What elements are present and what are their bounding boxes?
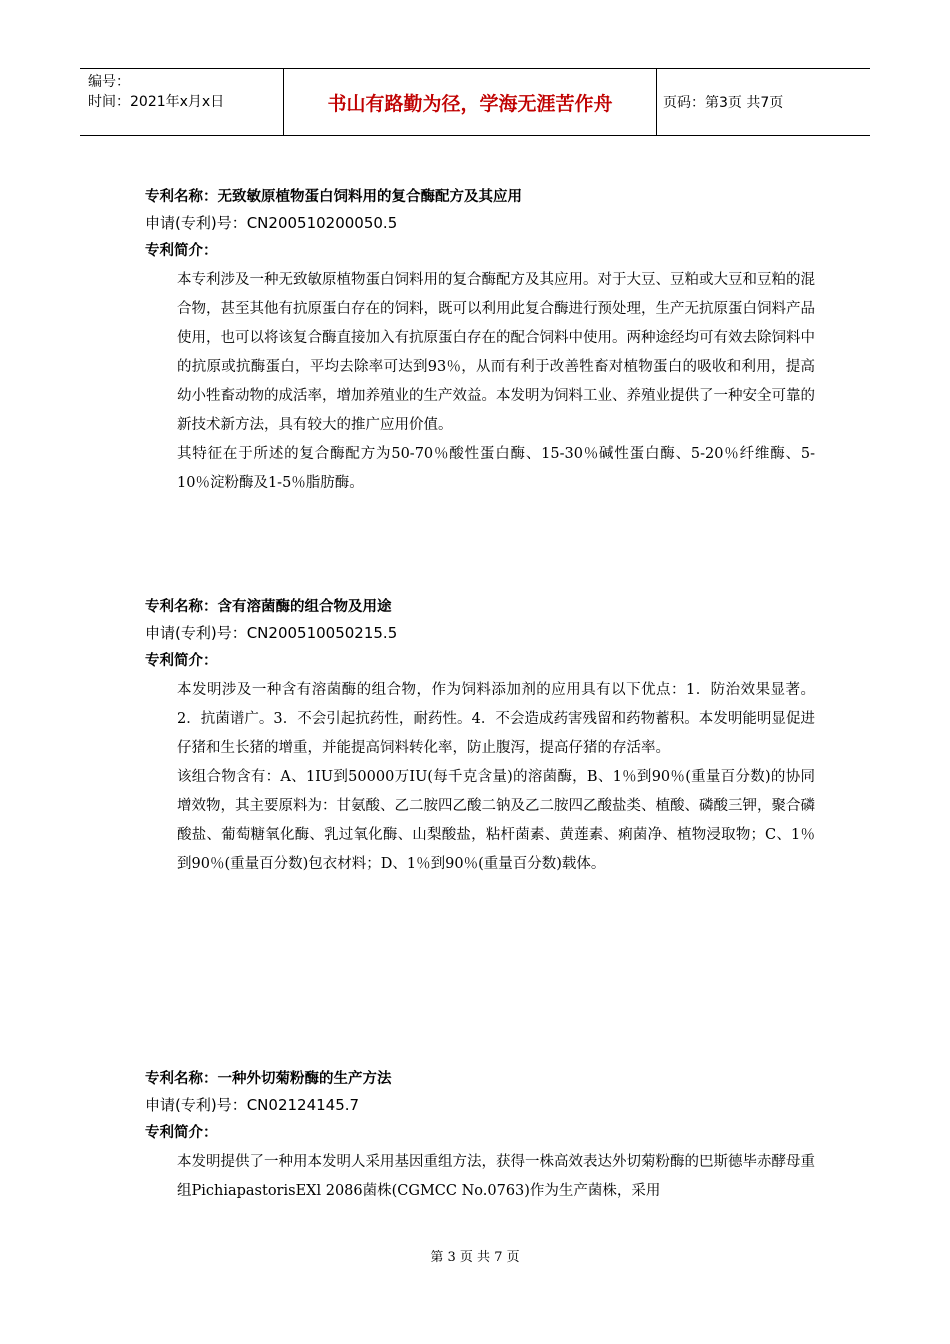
patent-summary-paragraph: 本发明涉及一种含有溶菌酶的组合物，作为饲料添加剂的应用具有以下优点：1．防治效果显著。2．抗菌谱广。3．不会引起抗药性，耐药性。4．不会造成药害残留和药物蓄积。本发明能明显促进仔猪和生长猪的增重，并能提高饲料转化率，防止腹泻，提高仔猪的存活率。 bbox=[177, 682, 815, 756]
patent-summary-paragraph: 其特征在于所述的复合酶配方为50-70％酸性蛋白酶、15-30％碱性蛋白酶、5-20％纤维酶、5-10％淀粉酶及1-5％脂肪酶。 bbox=[177, 446, 815, 491]
header-meta bbox=[80, 69, 283, 135]
header-motto: 书山有路勤为径，学海无涯苦作舟 bbox=[283, 69, 657, 135]
patent-title: 专利名称：含有溶菌酶的组合物及用途 bbox=[145, 599, 392, 615]
number-label: 编号： bbox=[88, 74, 130, 90]
patent-entry bbox=[145, 1068, 815, 1206]
patent-application-number: 申请(专利)号：CN200510200050.5 bbox=[145, 214, 398, 232]
page-footer: 第 3 页 共 7 页 bbox=[430, 1250, 520, 1265]
patent-application-number: 申请(专利)号：CN02124145.7 bbox=[145, 1096, 360, 1114]
patent-summary-paragraph: 该组合物含有：A、1IU到50000万IU(每千克含量)的溶菌酶，B、1％到90％(重量百分数)的协同增效物，其主要原料为：甘氨酸、乙二胺四乙酸二钠及乙二胺四乙酸盐类、植酸、磷酸三钾，聚合磷酸盐、葡萄糖氧化酶、乳过氧化酶、山梨酸盐，粘杆菌素、黄莲素、痢菌净、植物浸取物；C、1％到90％(重量百分数)包衣材料；D、1％到90％(重量百分数)载体。 bbox=[177, 769, 815, 872]
patent-title: 专利名称：无致敏原植物蛋白饲料用的复合酶配方及其应用 bbox=[145, 189, 522, 205]
patent-summary-label: 专利简介： bbox=[145, 1125, 218, 1141]
date-label: 时间：2021年x月x日 bbox=[88, 94, 225, 110]
patent-summary-label: 专利简介： bbox=[145, 653, 218, 669]
page-header bbox=[80, 68, 870, 136]
patent-entry bbox=[145, 186, 815, 498]
patent-entry bbox=[145, 596, 815, 879]
patent-summary-paragraph: 本发明提供了一种用本发明人采用基因重组方法，获得一株高效表达外切菊粉酶的巴斯德毕赤酵母重组PichiapastorisEXl 2086菌株(CGMCC No.0763)作为生产菌株，采用 bbox=[177, 1154, 815, 1199]
patent-summary-label: 专利简介： bbox=[145, 243, 218, 259]
patent-summary-paragraph: 本专利涉及一种无致敏原植物蛋白饲料用的复合酶配方及其应用。对于大豆、豆粕或大豆和豆粕的混合物，甚至其他有抗原蛋白存在的饲料，既可以利用此复合酶进行预处理，生产无抗原蛋白饲料产品使用，也可以将该复合酶直接加入有抗原蛋白存在的配合饲料中使用。两种途经均可有效去除饲料中的抗原或抗酶蛋白，平均去除率可达到93％，从而有利于改善牲畜对植物蛋白的吸收和利用，提高幼小牲畜动物的成活率，增加养殖业的生产效益。本发明为饲料工业、养殖业提供了一种安全可靠的新技术新方法，具有较大的推广应用价值。 bbox=[177, 272, 815, 433]
header-page-label: 页码：第3页 共7页 bbox=[663, 95, 784, 111]
patent-application-number: 申请(专利)号：CN200510050215.5 bbox=[145, 624, 398, 642]
patent-title: 专利名称：一种外切菊粉酶的生产方法 bbox=[145, 1071, 392, 1087]
